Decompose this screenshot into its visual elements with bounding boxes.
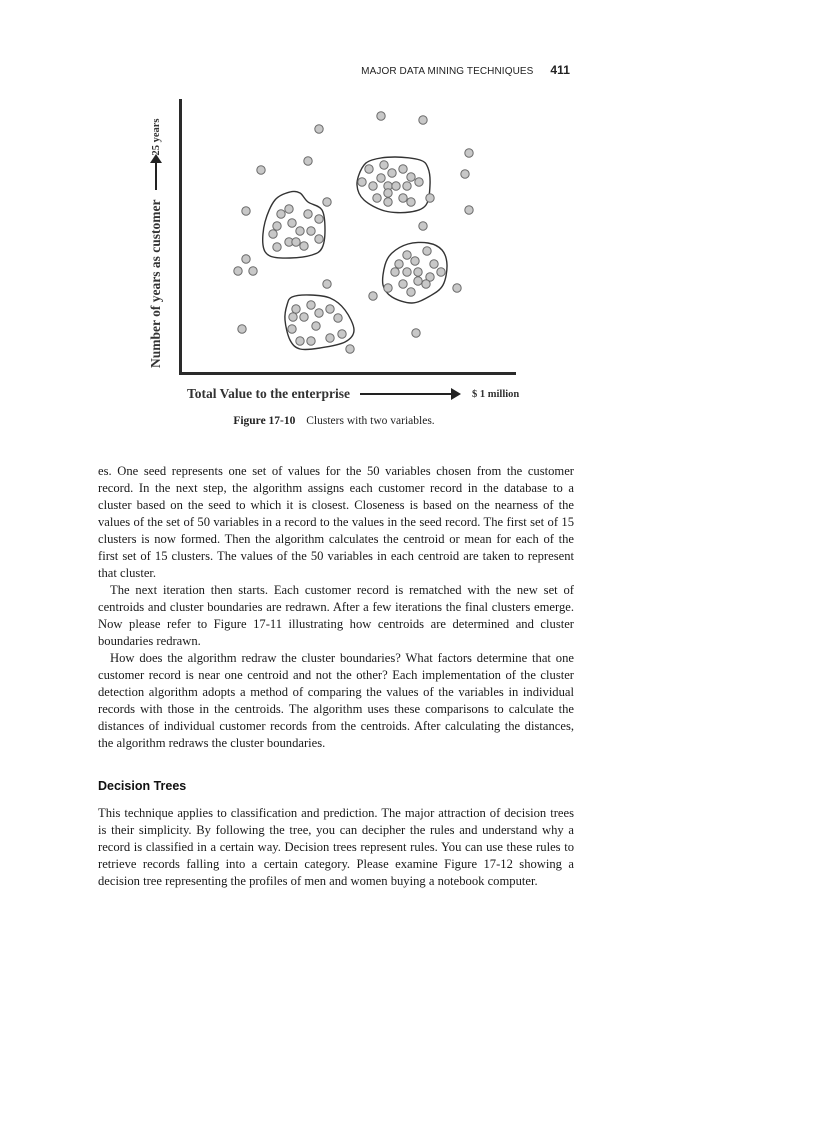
data-point [315, 125, 323, 133]
data-point [269, 230, 277, 238]
data-point [257, 166, 265, 174]
data-point [273, 222, 281, 230]
paragraph: The next iteration then starts. Each customer record is rematched with the new set of centroids and cluster boundaries are redrawn. After a few iterations the final clusters emerge. Now please refer to Figure 17-11 illustrating how centroids are determined and cluster boundaries redrawn. [98, 583, 574, 648]
data-point [315, 309, 323, 317]
data-point [285, 205, 293, 213]
data-point [288, 325, 296, 333]
paragraph: es. One seed represents one set of values for the 50 variables chosen from the customer record. In the next step, the algorithm assigns each customer record in the database to a cluster based on the seed to which it is closest. Closeness is based on the nearness of the values of the set of 50 variables in a record to the values in the seed record. The first set of 15 clusters is now formed. Then the algorithm calculates the centroid or mean for each of the first set of 15 clusters. The values of the 50 variables in each centroid are taken to represent that cluster. [98, 464, 574, 580]
page-number: 411 [550, 63, 570, 77]
data-point [300, 313, 308, 321]
y-axis-max: 25 years [150, 118, 162, 156]
data-point [412, 329, 420, 337]
data-point [369, 182, 377, 190]
data-point [403, 182, 411, 190]
data-point [312, 322, 320, 330]
data-point [323, 280, 331, 288]
data-point [391, 268, 399, 276]
data-point [346, 345, 354, 353]
data-point [403, 251, 411, 259]
figure-caption-text: Clusters with two variables. [306, 415, 435, 427]
data-point [407, 288, 415, 296]
data-point [392, 182, 400, 190]
section-heading: Decision Trees [98, 779, 187, 793]
x-axis-label [187, 386, 519, 402]
x-axis-title: Total Value to the enterprise [187, 386, 350, 401]
data-point [377, 112, 385, 120]
y-axis-label [148, 118, 164, 368]
figure-caption [0, 415, 668, 427]
data-point [414, 277, 422, 285]
data-point [377, 174, 385, 182]
plot-axes [179, 99, 516, 374]
data-point [288, 219, 296, 227]
data-point [315, 235, 323, 243]
arrow-up-icon [155, 162, 157, 190]
data-point [296, 227, 304, 235]
data-point [403, 268, 411, 276]
data-point [461, 170, 469, 178]
data-point [300, 242, 308, 250]
data-point [307, 301, 315, 309]
y-axis-title: Number of years as customer [148, 199, 163, 368]
data-point [307, 337, 315, 345]
data-point [326, 334, 334, 342]
data-point [423, 247, 431, 255]
data-point [430, 260, 438, 268]
data-point [395, 260, 403, 268]
data-point [453, 284, 461, 292]
body-text-block-2 [98, 805, 574, 890]
figure-number: Figure 17-10 [233, 415, 296, 427]
body-text-block-1 [98, 463, 574, 752]
data-point [292, 305, 300, 313]
scatter-plot [0, 0, 816, 400]
data-point [365, 165, 373, 173]
data-point [465, 149, 473, 157]
x-axis-max: $ 1 million [472, 388, 520, 400]
running-head-title: MAJOR DATA MINING TECHNIQUES [361, 66, 534, 77]
data-point [384, 189, 392, 197]
data-point [388, 169, 396, 177]
data-point [326, 305, 334, 313]
data-point [426, 194, 434, 202]
data-point [242, 255, 250, 263]
data-point [292, 238, 300, 246]
data-point [323, 198, 331, 206]
data-point [422, 280, 430, 288]
data-point [419, 116, 427, 124]
data-point [304, 210, 312, 218]
data-point [437, 268, 445, 276]
data-point [242, 207, 250, 215]
paragraph: This technique applies to classification and prediction. The major attraction of decision trees is their simplicity. By following the tree, you can decipher the rules and understand why a record is classified in a certain way. Decision trees represent rules. You can use these rules to retrieve records falling into a certain category. Please examine Figure 17-12 showing a decision tree representing the profiles of men and women buying a notebook computer. [98, 806, 574, 888]
data-point [277, 210, 285, 218]
data-point [358, 178, 366, 186]
data-point [234, 267, 242, 275]
data-point [465, 206, 473, 214]
data-point [384, 284, 392, 292]
data-point [407, 173, 415, 181]
data-point [238, 325, 246, 333]
data-point [414, 268, 422, 276]
data-point [315, 215, 323, 223]
data-point [384, 198, 392, 206]
data-point [307, 227, 315, 235]
data-point [399, 165, 407, 173]
data-point [399, 280, 407, 288]
data-point [296, 337, 304, 345]
data-point [334, 314, 342, 322]
data-point [369, 292, 377, 300]
data-point [338, 330, 346, 338]
data-point [380, 161, 388, 169]
data-point [249, 267, 257, 275]
data-point [273, 243, 281, 251]
cluster-boundary [285, 295, 354, 350]
data-point [373, 194, 381, 202]
data-point [304, 157, 312, 165]
paragraph: How does the algorithm redraw the cluster boundaries? What factors determine that one customer record is near one centroid and not the other? Each implementation of the cluster detection algorithm adopts a method of comparing the values of the variables in individual records with those in the centroids. The algorithm uses these comparisons to calculate the distances of individual customer records from the centroids. After calculating the distances, the algorithm redraws the cluster boundaries. [98, 651, 574, 750]
data-point [289, 313, 297, 321]
arrow-right-icon [360, 393, 452, 395]
data-point [415, 178, 423, 186]
data-point [407, 198, 415, 206]
data-point [399, 194, 407, 202]
data-point [419, 222, 427, 230]
data-point [411, 257, 419, 265]
data-points [234, 112, 473, 353]
